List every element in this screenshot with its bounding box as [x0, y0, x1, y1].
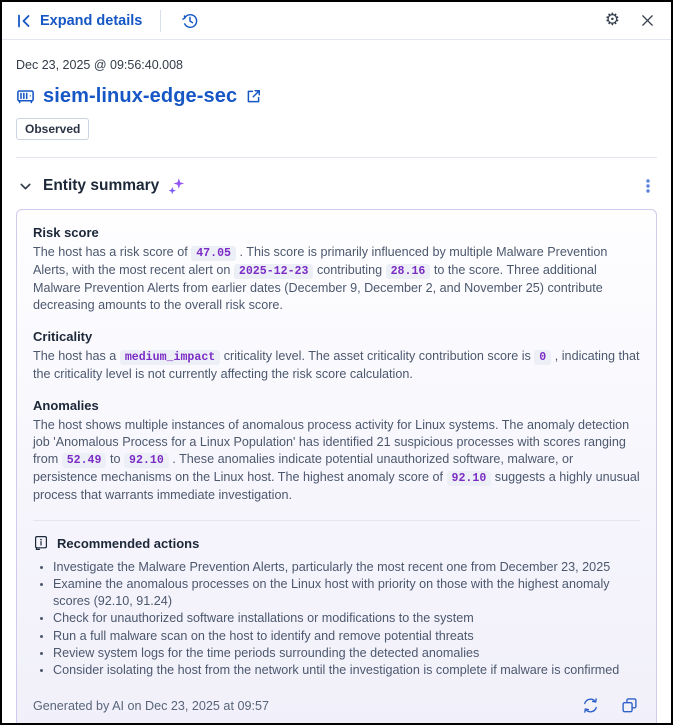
- inline-code-value: 0: [534, 350, 551, 365]
- chevron-down-icon: [18, 179, 33, 194]
- toolbar-right-group: [603, 10, 657, 31]
- ai-panel-footer: [33, 695, 640, 716]
- inline-code-value: 92.10: [124, 453, 169, 468]
- vertical-dots-icon: [641, 178, 655, 194]
- history-button[interactable]: [179, 10, 201, 32]
- copy-button[interactable]: [619, 695, 640, 716]
- criticality-section: [33, 329, 640, 383]
- recommended-action-item: • Run a full malware scan on the host to identify and remove potential threats: [53, 628, 640, 645]
- entity-name: siem-linux-edge-sec: [43, 85, 238, 107]
- section-divider: [16, 157, 657, 158]
- inline-code-value: 52.49: [62, 453, 107, 468]
- recommended-actions-list: [53, 559, 640, 679]
- close-button[interactable]: [638, 11, 657, 30]
- recommended-actions-heading: Recommended actions: [57, 535, 200, 551]
- regenerate-button[interactable]: [580, 695, 601, 716]
- inline-code-value: 92.10: [447, 471, 492, 486]
- inline-code-value: 28.16: [386, 264, 431, 279]
- entity-summary-title: Entity summary: [43, 177, 160, 194]
- inline-code-value: medium_impact: [120, 350, 220, 365]
- popout-icon[interactable]: [245, 88, 262, 105]
- expand-details-label: Expand details: [40, 12, 143, 29]
- recommended-action-item: • Investigate the Malware Prevention Alerts, particularly the most recent one from December 23, 2025: [53, 559, 640, 576]
- refresh-icon: [582, 697, 599, 714]
- generated-by-ai-text: Generated by AI on Dec 23, 2025 at 09:57: [33, 698, 269, 713]
- host-storage-icon: [16, 87, 35, 106]
- criticality-text: The host has a medium_impact criticality level. The asset criticality contribution score is 0 , indicating that the criticality level is not currently affecting the risk score calculation.: [33, 349, 640, 381]
- risk-score-section: [33, 225, 640, 314]
- anomalies-text: The host shows multiple instances of anomalous process activity for Linux systems. The anomaly detection job 'Anomalous Process for a Linux Population' has identified 21 suspicious processes with scores ranging from 52.49 to 92.10 . These anomalies indicate potential unauthorized software, malware, or persistence mechanisms on the Linux host. The highest anomaly score of 92.10 suggests a highly unusual process that warrants immediate investigation.: [33, 418, 640, 502]
- recommended-action-item: • Review system logs for the time periods surrounding the detected anomalies: [53, 645, 640, 662]
- summary-collapse-toggle[interactable]: [16, 177, 35, 196]
- ai-summary-panel: [16, 209, 657, 725]
- flyout-body: [2, 40, 671, 725]
- ai-sparkles-icon: [167, 177, 186, 196]
- anomalies-heading: Anomalies: [33, 398, 99, 413]
- settings-button[interactable]: [603, 10, 622, 31]
- observed-status-badge: Observed: [16, 118, 89, 140]
- entity-name-link[interactable]: [43, 85, 262, 108]
- recommended-actions-header: [33, 535, 640, 551]
- recommended-action-item: • Examine the anomalous processes on the Linux host with priority on those with the highest anomaly scores (92.10, 91.24): [53, 576, 640, 610]
- expand-details-button[interactable]: [16, 13, 142, 29]
- risk-score-text: The host has a risk score of 47.05 . This score is primarily influenced by multiple Malware Prevention Alerts, with the most recent alert on 2025-12-23 contributing 28.16 to the score. Three additional Malware Prevention Alerts from earlier dates (December 9, December 2, and November 25) contribute decreasing amounts to the overall risk score.: [33, 245, 608, 312]
- close-icon: [640, 13, 655, 28]
- anomalies-section: [33, 398, 640, 504]
- recommended-action-item: • Check for unauthorized software installations or modifications to the system: [53, 610, 640, 627]
- entity-title-row: [16, 85, 657, 108]
- event-timestamp: Dec 23, 2025 @ 09:56:40.008: [16, 58, 183, 72]
- toolbar-divider: [160, 10, 161, 32]
- recommended-action-item: • Consider isolating the host from the network until the investigation is complete if malware is confirmed: [53, 662, 640, 679]
- footer-action-icons: [580, 695, 640, 716]
- gear-icon: ⚙: [604, 10, 620, 30]
- panel-divider: [33, 520, 640, 521]
- inline-code-value: 47.05: [191, 246, 236, 261]
- copy-icon: [621, 697, 638, 714]
- entity-summary-header: [16, 176, 657, 196]
- history-clock-icon: [181, 12, 199, 30]
- inline-code-value: 2025-12-23: [234, 264, 314, 279]
- summary-options-menu-button[interactable]: [639, 176, 657, 196]
- toolbar-left-group: [16, 10, 201, 32]
- documentation-icon: [33, 535, 49, 551]
- arrow-start-icon: [16, 13, 32, 29]
- criticality-heading: Criticality: [33, 329, 93, 344]
- risk-score-heading: Risk score: [33, 225, 99, 240]
- flyout-toolbar: [2, 2, 671, 40]
